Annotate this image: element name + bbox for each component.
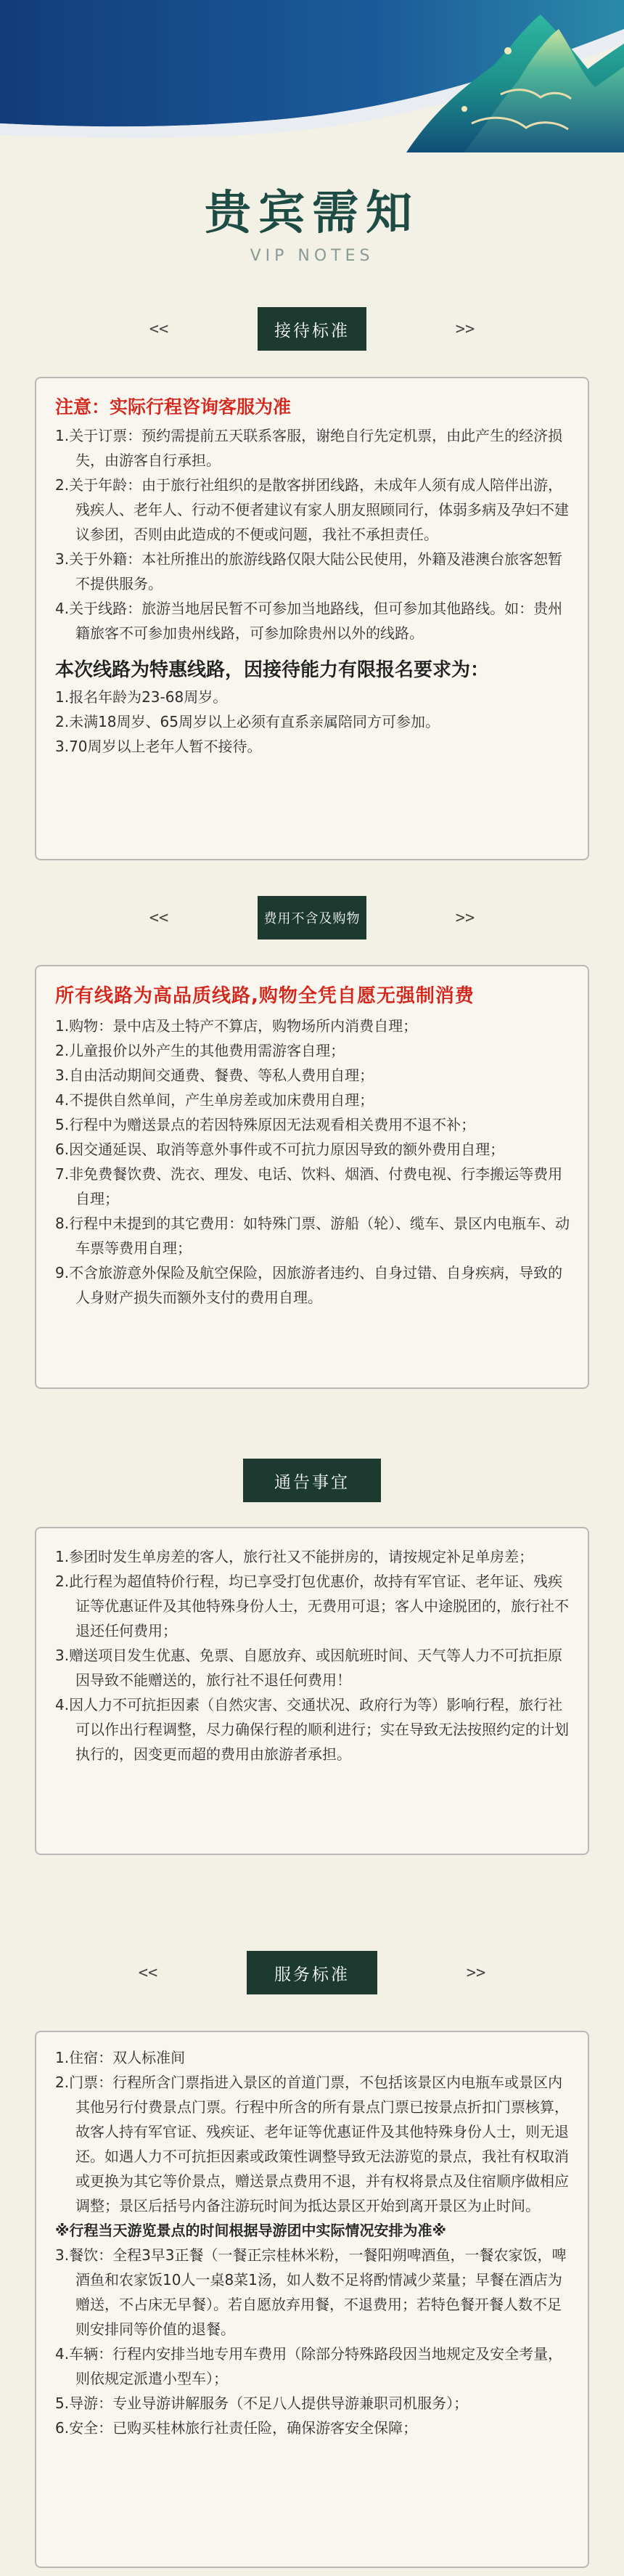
notice-item: 2.此行程为超值特价行程，均已享受打包优惠价，故持有军官证、老年证、残疾证等优惠证件及其他特殊身份人士，无费用可退；客人中途脱团的，旅行社不退还任何费用； bbox=[55, 1573, 569, 1639]
excluded-item: 3.自由活动期间交通费、餐费、等私人费用自理； bbox=[55, 1067, 374, 1084]
arrow-left: << bbox=[149, 908, 169, 927]
special-item: 1.报名年龄为23-68周岁。 bbox=[55, 688, 228, 706]
reception-item: 4.关于线路：旅游当地居民暂不可参加当地路线，但可参加其他路线。如：贵州籍旅客不可参加贵州线路，可参加除贵州以外的线路。 bbox=[55, 600, 563, 642]
excluded-box bbox=[35, 965, 589, 1389]
reception-item: 2.关于年龄：由于旅行社组织的是散客拼团线路，未成年人须有成人陪伴出游，残疾人、老年人、行动不便者建议有家人朋友照顾同行，体弱多病及孕妇不建议参团，否则由此造成的不便或问题，我社不承担责任。 bbox=[55, 476, 569, 543]
arrow-right: >> bbox=[455, 319, 475, 338]
section-header-service bbox=[0, 1949, 624, 1996]
arrow-left: << bbox=[149, 319, 169, 338]
service-item: 2.门票：行程所含门票指进入景区的首道门票，不包括该景区内电瓶车或景区内其他另行付费景点门票。行程中所含的所有景点门票已按景点折扣门票核算，故客人持有军官证、残疾证、老年证等优惠证件及其他特殊身份人士，则无退还。如遇人力不可抗拒因素或政策性调整导致无法游览的景点，我社有权取消或更换为其它等价景点，赠送景点费用不退，并有权将景点及住宿顺序做相应调整；景区后括号内备注游玩时间为抵达景区开始到离开景区为止时间。 bbox=[55, 2074, 569, 2214]
section-header-notice bbox=[0, 1457, 624, 1504]
excluded-item: 9.不含旅游意外保险及航空保险，因旅游者违约、自身过错、自身疾病，导致的人身财产损失而额外支付的费用自理。 bbox=[55, 1264, 563, 1306]
badge-excluded: 费用不含及购物 bbox=[258, 896, 366, 939]
header-decoration bbox=[0, 0, 624, 152]
badge-service: 服务标准 bbox=[247, 1951, 377, 1994]
service-box bbox=[35, 2031, 589, 2568]
service-note: ※行程当天游览景点的时间根据导游团中实际情况安排为准※ bbox=[55, 2222, 446, 2239]
arrow-right: >> bbox=[455, 908, 475, 927]
arrow-right: >> bbox=[466, 1963, 486, 1982]
excluded-item: 7.非免费餐饮费、洗衣、理发、电话、饮料、烟酒、付费电视、行李搬运等费用自理； bbox=[55, 1165, 563, 1207]
special-item: 2.未满18周岁、65周岁以上必须有直系亲属陪同方可参加。 bbox=[55, 713, 440, 730]
excluded-item: 8.行程中未提到的其它费用：如特殊门票、游船（轮）、缆车、景区内电瓶车、动车票等费用自理； bbox=[55, 1215, 570, 1257]
service-item: 1.住宿：双人标准间 bbox=[55, 2049, 186, 2066]
section-header-reception bbox=[0, 306, 624, 352]
special-item: 3.70周岁以上老年人暂不接待。 bbox=[55, 738, 262, 755]
reception-item: 1.关于订票：预约需提前五天联系客服，谢绝自行先定机票，由此产生的经济损失，由游客自行承担。 bbox=[55, 427, 563, 469]
reception-item: 3.关于外籍：本社所推出的旅游线路仅限大陆公民使用，外籍及港澳台旅客恕暂不提供服务。 bbox=[55, 550, 563, 592]
badge-reception: 接待标准 bbox=[258, 307, 366, 351]
section-header-excluded bbox=[0, 894, 624, 941]
excluded-item: 1.购物：景中店及土特产不算店，购物场所内消费自理； bbox=[55, 1017, 418, 1035]
reception-box bbox=[35, 377, 589, 860]
excluded-item: 6.因交通延误、取消等意外事件或不可抗力原因导致的额外费用自理； bbox=[55, 1141, 505, 1158]
title-block bbox=[0, 176, 624, 265]
notice-box bbox=[35, 1527, 589, 1855]
notice-item: 4.因人力不可抗拒因素（自然灾害、交通状况、政府行为等）影响行程，旅行社可以作出行程调整，尽力确保行程的顺利进行；实在导致无法按照约定的计划执行的，因变更而超的费用由旅游者承担。 bbox=[55, 1696, 569, 1763]
service-item: 5.导游：专业导游讲解服务（不足八人提供导游兼职司机服务）； bbox=[55, 2394, 469, 2412]
special-title: 本次线路为特惠线路，因接待能力有限报名要求为： bbox=[55, 659, 490, 681]
badge-notice: 通告事宜 bbox=[243, 1459, 381, 1502]
excluded-highlight: 所有线路为高品质线路,购物全凭自愿无强制消费 bbox=[55, 985, 475, 1007]
reception-highlight: 注意：实际行程咨询客服为准 bbox=[55, 396, 292, 417]
service-item: 3.餐饮：全程3早3正餐（一餐正宗桂林米粉，一餐阳朔啤酒鱼，一餐农家饭，啤酒鱼和农家饭10人一桌8菜1汤，如人数不足将酌情减少菜量；早餐在酒店为赠送，不占床无早餐）。若自愿放弃用餐，不退费用；若特色餐开餐人数不足则安排同等价值的退餐。 bbox=[55, 2246, 567, 2338]
service-item: 6.安全：已购买桂林旅行社责任险，确保游客安全保障； bbox=[55, 2419, 418, 2437]
excluded-item: 4.不提供自然单间，产生单房差或加床费用自理； bbox=[55, 1091, 374, 1109]
notice-item: 1.参团时发生单房差的客人，旅行社又不能拼房的，请按规定补足单房差； bbox=[55, 1548, 534, 1565]
header-wave-graphic bbox=[0, 0, 624, 152]
excluded-item: 2.儿童报价以外产生的其他费用需游客自理； bbox=[55, 1042, 345, 1059]
service-item: 4.车辆：行程内安排当地专用车费用（除部分特殊路段因当地规定及安全考量，则依规定派遣小型车）； bbox=[55, 2345, 563, 2387]
page-title: 贵宾需知 bbox=[205, 186, 419, 240]
page-subtitle: VIP NOTES bbox=[250, 247, 374, 265]
notice-item: 3.赠送项目发生优惠、免票、自愿放弃、或因航班时间、天气等人力不可抗拒原因导致不能赠送的，旅行社不退任何费用！ bbox=[55, 1647, 563, 1689]
excluded-item: 5.行程中为赠送景点的若因特殊原因无法观看相关费用不退不补； bbox=[55, 1116, 476, 1133]
arrow-left: << bbox=[138, 1963, 158, 1982]
